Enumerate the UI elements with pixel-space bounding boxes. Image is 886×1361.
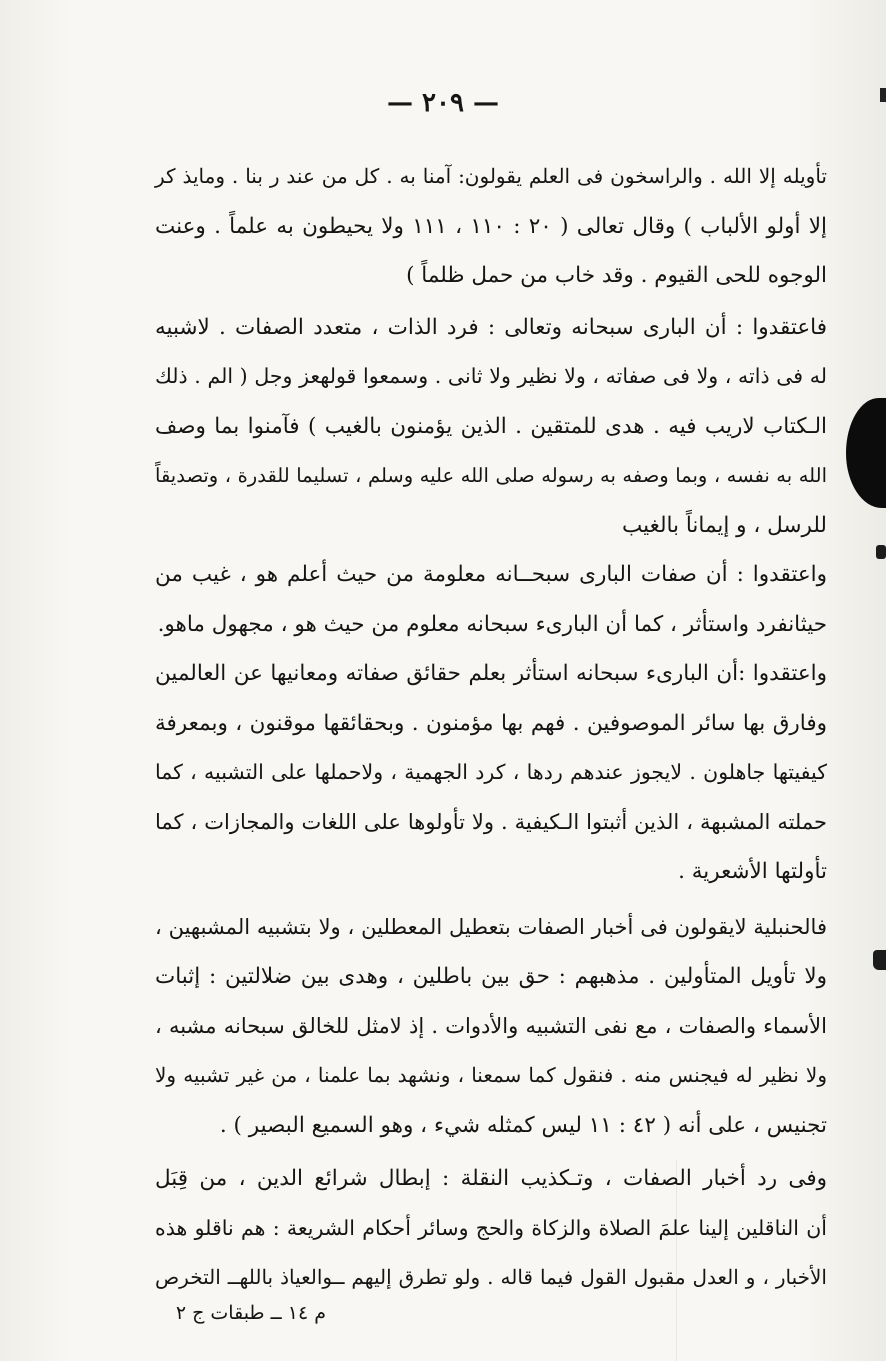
page-text [155,152,827,1303]
text-line: الوجوه للحى القيوم . وقد خاب من حمل ظلماً ) [406,263,827,288]
text-line: حيثانفرد واستأثر ، كما أن البارىء سبحانه معلوم من حيث هو ، مجهول ماهو. [157,611,827,637]
paragraph-6 [155,1154,827,1303]
text-line: تأولتها الأشعرية . [678,859,827,884]
text-line: واعتقدوا :أن البارىء سبحانه استأثر بعلم حقائق صفاته ومعانيها عن العالمين [155,661,827,686]
page-crease [676,1160,677,1361]
text-line: تأويله إلا الله . والراسخون فى العلم يقولون: آمنا به . كل من عند ر بنا . ومايذ كر [155,164,827,188]
text-line: للرسل ، و إيماناً بالغيب [621,512,827,538]
signature-footer: م ١٤ ــ طبقات ج ٢ [175,1302,326,1324]
edge-mark [873,950,886,970]
text-line: وفارق بها سائر الموصوفين . فهم بها مؤمنون . وبحقائقها موقنون ، وبمعرفة [155,710,827,736]
paragraph-2 [155,303,827,551]
text-line: وفى رد أخبار الصفات ، وتـكذيب النقلة : إبطال شرائع الدين ، من قِبَل [155,1166,827,1191]
text-line: تجنيس ، على أنه ( ٤٢ : ١١ ليس كمثله شيء ، وهو السميع البصير ) . [219,1112,827,1138]
text-line: أن الناقلين إلينا علمَ الصلاة والزكاة والحج وسائر أحكام الشريعة : هم ناقلو هذه [155,1215,827,1240]
text-line: الـكتاب لاريب فيه . هدى للمتقين . الذين يؤمنون بالغيب ) فآمنوا بما وصف [155,413,827,439]
text-line: فاعتقدوا : أن البارى سبحانه وتعالى : فرد الذات ، متعدد الصفات . لاشبيه [155,314,827,340]
text-line: الأسماء والصفات ، مع نفى التشبيه والأدوات . إذ لامثل للخالق سبحانه مشبه ، [155,1013,827,1038]
text-line: حملته المشبهة ، الذين أثبتوا الـكيفية . ولا تأولوها على اللغات والمجازات ، كما [155,809,827,834]
text-line: كيفيتها جاهلون . لايجوز عندهم ردها ، كرد الجهمية ، ولاحملها على التشبيه ، كما [155,760,827,784]
text-line: واعتقدوا : أن صفات البارى سبحــانه معلومة من حيث أعلم هو ، غيب من [155,562,827,587]
paragraph-4 [155,649,827,897]
paragraph-5 [155,903,827,1151]
text-line: فالحنبلية لايقولون فى أخبار الصفات بتعطيل المعطلين ، ولا بتشبيه المشبهين ، [155,914,827,939]
edge-mark [876,545,886,559]
paragraph-3 [155,550,827,649]
edge-mark [880,88,886,102]
page-number: — ٢٠٩ — [386,88,500,118]
text-line: له فى ذاته ، ولا فى صفاته ، ولا نظير ولا ثانى . وسمعوا قولهعز وجل ( الم . ذلك [155,364,827,388]
ink-blot [846,398,886,508]
text-line: ولا نظير له فيجنس منه . فنقول كما سمعنا ، ونشهد بما علمنا ، من غير تشبيه ولا [155,1063,827,1087]
text-line: ولا تأويل المتأولين . مذهبهم : حق بين باطلين ، وهدى بين ضلالتين : إثبات [155,964,827,989]
text-line: إلا أولو الألباب ) وقال تعالى ( ٢٠ : ١١٠ ، ١١١ ولا يحيطون به علماً . وعنت [155,213,827,239]
paragraph-1 [155,152,827,301]
text-line: الأخبار ، و العدل مقبول القول فيما قاله . ولو تطرق إليهم ــوالعياذ باللهــ التخرص [155,1265,827,1289]
text-line: الله به نفسه ، وبما وصفه به رسوله صلى الله عليه وسلم ، تسليما للقدرة ، وتصديقاً [155,464,827,487]
